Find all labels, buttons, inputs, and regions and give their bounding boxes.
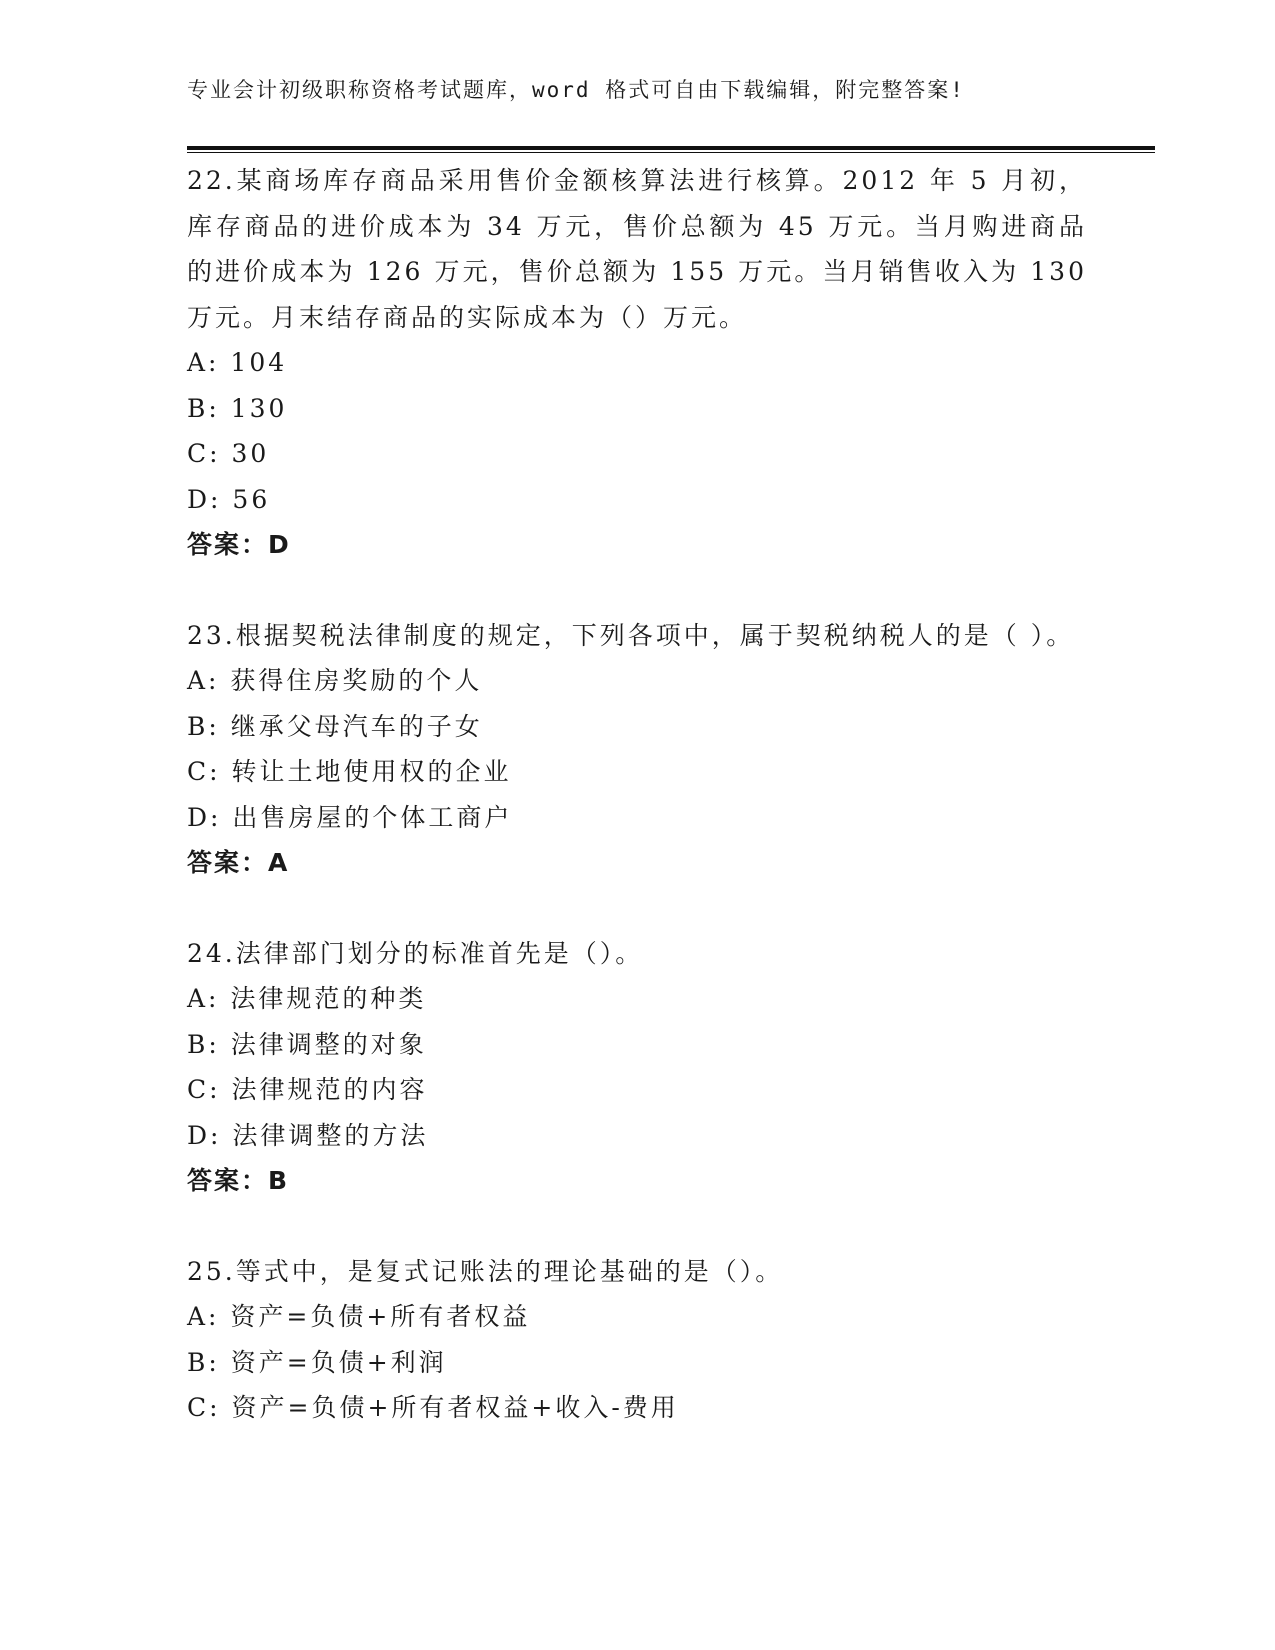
question-stem: 24.法律部门划分的标准首先是（）。 [187, 938, 644, 968]
option-c: C: 资产=负债+所有者权益+收入-费用 [187, 1393, 679, 1422]
header-rule-thick [187, 146, 1155, 150]
option-a: A: 法律规范的种类 [187, 984, 427, 1013]
question-25 [187, 1249, 1087, 1431]
option-b: B: 130 [187, 393, 288, 423]
question-24 [187, 931, 1087, 1204]
option-c: C: 转让土地使用权的企业 [187, 757, 512, 786]
answer: 答案：A [187, 848, 290, 877]
option-d: D: 出售房屋的个体工商户 [187, 802, 513, 832]
option-b: B: 资产=负债+利润 [187, 1347, 447, 1377]
question-22 [187, 158, 1087, 568]
answer: 答案：D [187, 530, 291, 559]
question-list [187, 158, 1087, 1476]
question-stem: 23.根据契税法律制度的规定，下列各项中，属于契税纳税人的是（ ）。 [187, 620, 1075, 650]
question-23 [187, 613, 1087, 886]
option-b: B: 继承父母汽车的子女 [187, 711, 483, 741]
answer: 答案：B [187, 1166, 290, 1195]
option-c: C: 30 [187, 439, 270, 468]
option-d: D: 56 [187, 484, 271, 514]
option-c: C: 法律规范的内容 [187, 1075, 428, 1104]
question-stem: 22.某商场库存商品采用售价金额核算法进行核算。2012 年 5 月初，库存商品的进价成本为 34 万元，售价总额为 45 万元。当月购进商品的进价成本为 126 万元，售价总额为 155 万元。当月销售收入为 130 万元。月末结存商品的实际成本为（）万元。 [187, 166, 1087, 332]
option-d: D: 法律调整的方法 [187, 1120, 429, 1150]
option-a: A: 获得住房奖励的个人 [187, 666, 483, 695]
option-b: B: 法律调整的对象 [187, 1029, 427, 1059]
option-a: A: 资产=负债+所有者权益 [187, 1302, 531, 1331]
option-a: A: 104 [187, 348, 288, 377]
page-header: 专业会计初级职称资格考试题库，word 格式可自由下载编辑，附完整答案! [187, 78, 965, 102]
question-stem: 25.等式中，是复式记账法的理论基础的是（）。 [187, 1256, 784, 1286]
header-rule-thin [187, 152, 1155, 153]
